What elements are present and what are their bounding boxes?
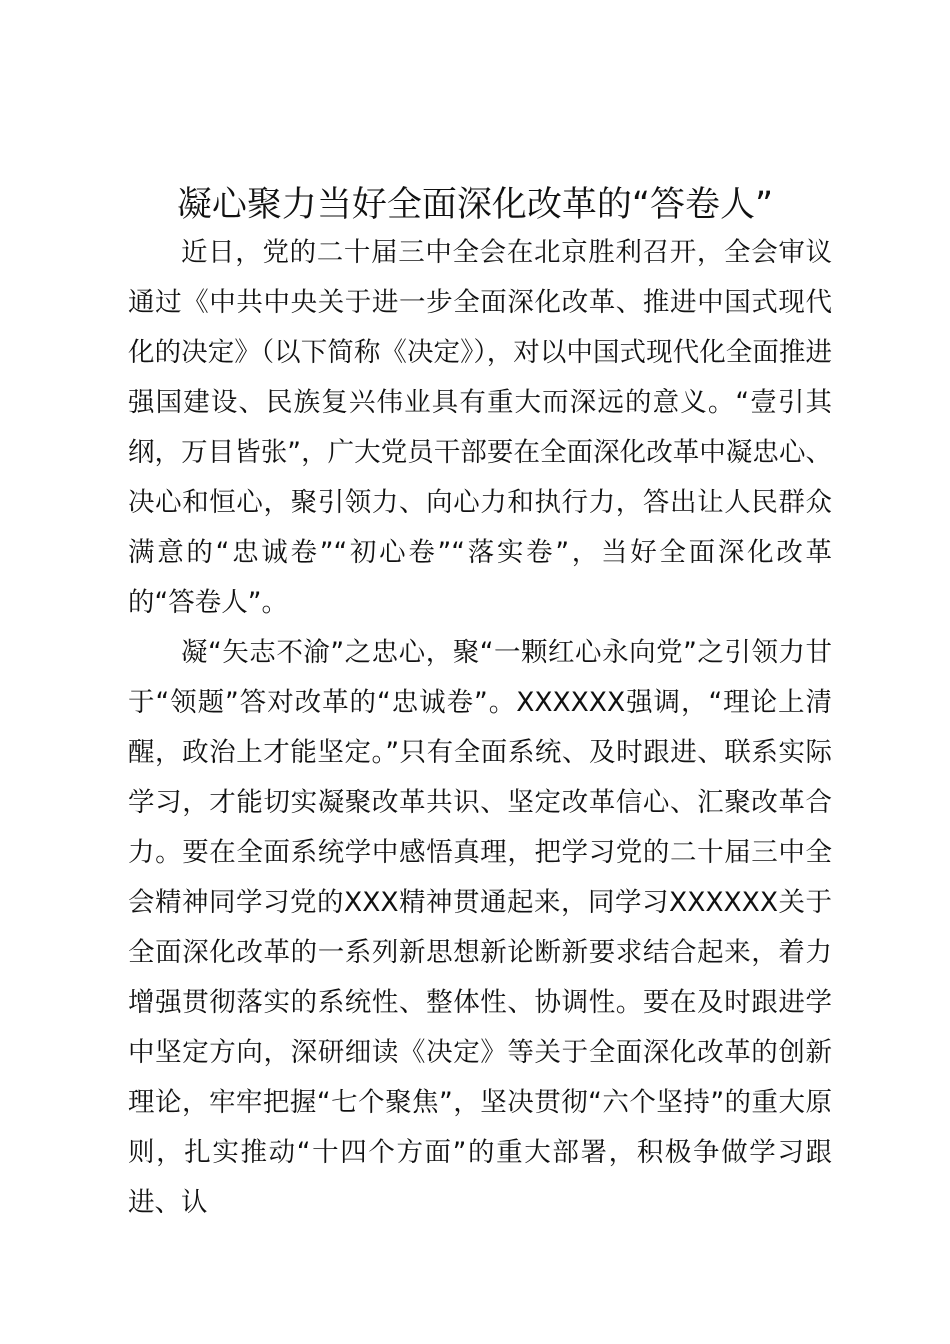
document-body [128, 228, 832, 1228]
document-title: 凝心聚力当好全面深化改革的“答卷人” [176, 185, 774, 225]
paragraph-1: 近日，党的二十届三中全会在北京胜利召开，全会审议通过《中共中央关于进一步全面深化改革、推进中国式现代化的决定》（以下简称《决定》），对以中国式现代化全面推进强国建设、民族复兴伟业具有重大而深远的意义。“壹引其纲，万目皆张”，广大党员干部要在全面深化改革中凝忠心、决心和恒心，聚引领力、向心力和执行力，答出让人民群众满意的“忠诚卷”“初心卷”“落实卷”，当好全面深化改革的“答卷人”。 [128, 237, 832, 618]
paragraph-2: 凝“矢志不渝”之忠心，聚“一颗红心永向党”之引领力甘于“领题”答对改革的“忠诚卷”。XXXXXX强调，“理论上清醒，政治上才能坚定。”只有全面系统、及时跟进、联系实际学习，才能切实凝聚改革共识、坚定改革信心、汇聚改革合力。要在全面系统学中感悟真理，把学习党的二十届三中全会精神同学习党的XXX精神贯通起来，同学习XXXXXX关于全面深化改革的一系列新思想新论断新要求结合起来，着力增强贯彻落实的系统性、整体性、协调性。要在及时跟进学中坚定方向，深研细读《决定》等关于全面深化改革的创新理论，牢牢把握“七个聚焦”，坚决贯彻“六个坚持”的重大原则，扎实推动“十四个方面”的重大部署，积极争做学习跟进、认 [128, 637, 832, 1218]
